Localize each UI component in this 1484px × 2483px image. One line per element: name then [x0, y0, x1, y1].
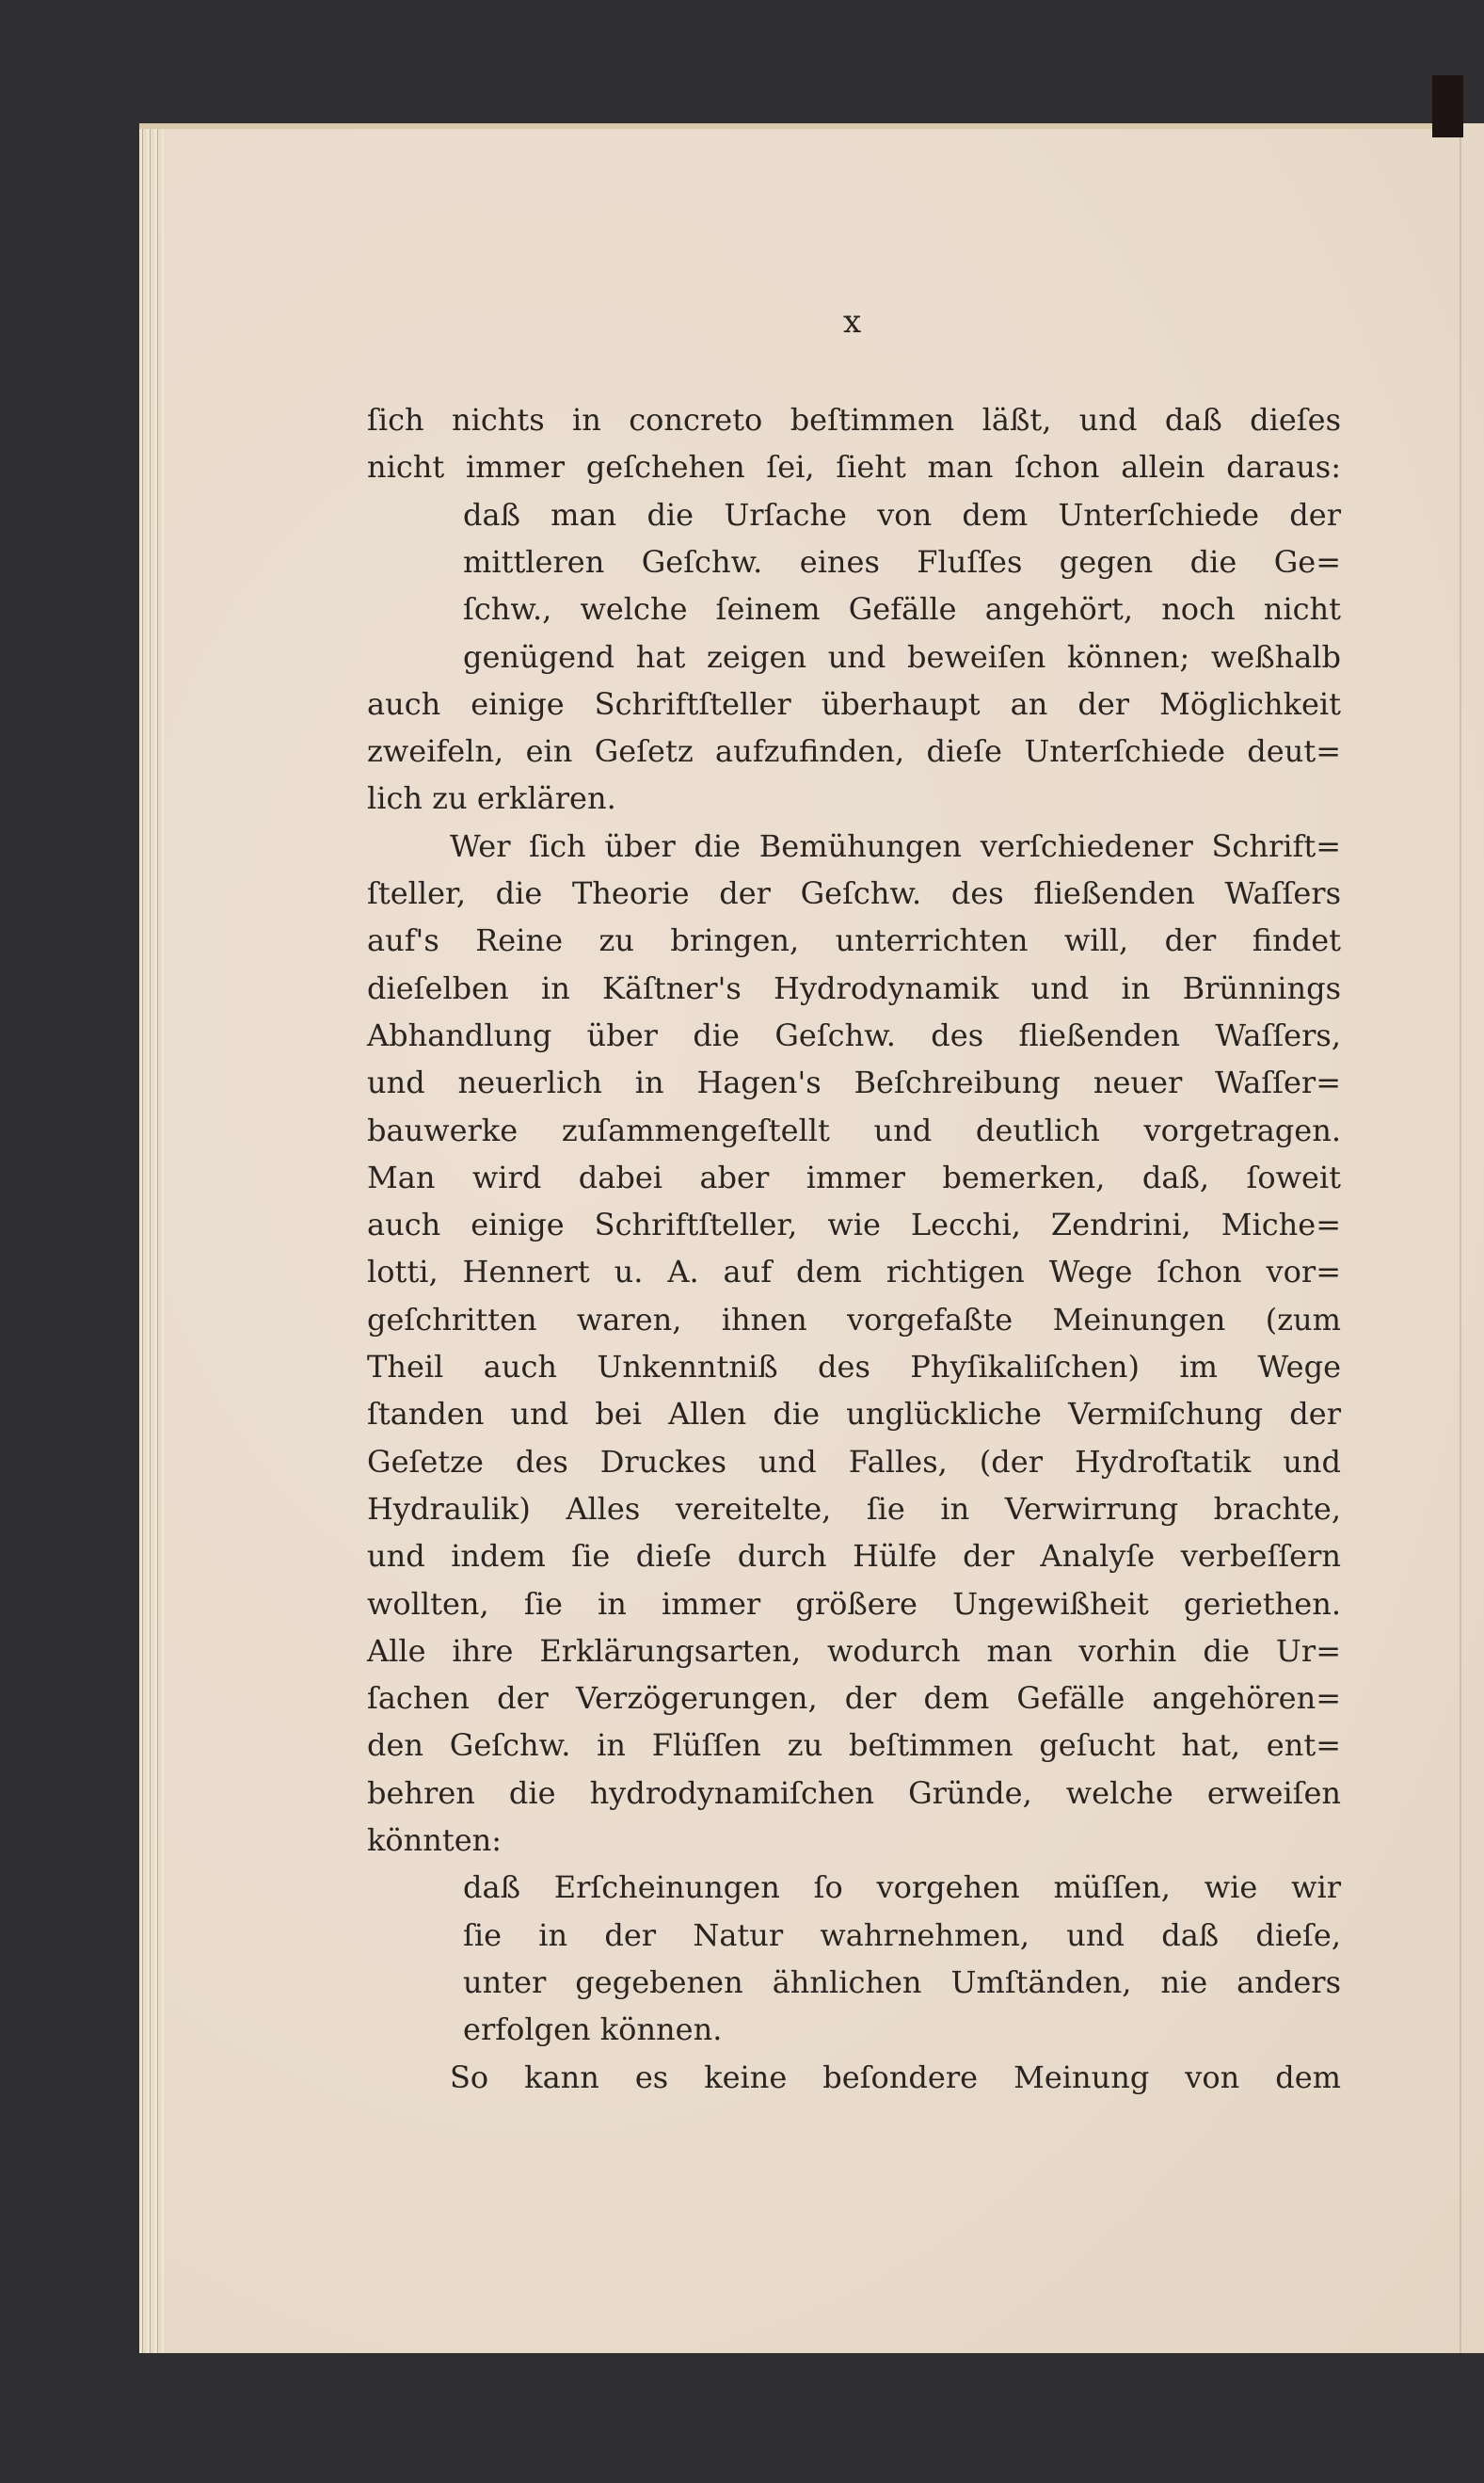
page-crease [1460, 136, 1461, 2353]
text-line: ſachen der Verzögerungen, der dem Gefälle angehören= [367, 1680, 1341, 1717]
page-number: x [843, 303, 862, 341]
text-line: den Geſchw. in Flüſſen zu beſtimmen geſucht hat, ent= [367, 1727, 1341, 1764]
text-line: wollten, ſie in immer größere Ungewißheit geriethen. [367, 1585, 1341, 1622]
binding-strip [1432, 75, 1463, 137]
text-line: behren die hydrodynamiſchen Gründe, welche erweiſen [367, 1774, 1341, 1811]
text-line: Theil auch Unkenntniß des Phyſikaliſchen) im Wege [367, 1349, 1341, 1385]
text-line: ſchw., welche ſeinem Gefälle angehört, noch nicht [463, 591, 1341, 628]
text-line: auch einige Schriftſteller, wie Lecchi, Zendrini, Miche= [367, 1207, 1341, 1243]
text-line: So kann es keine beſondere Meinung von dem [450, 2058, 1341, 2095]
page-top-edge [139, 123, 1438, 129]
text-line: auf's Reine zu bringen, unterrichten will, der findet [367, 922, 1341, 959]
text-line: ſie in der Natur wahrnehmen, und daß dieſe, [463, 1916, 1341, 1953]
text-line: Alle ihre Erklärungsarten, wodurch man vorhin die Ur= [367, 1632, 1341, 1669]
text-line: mittleren Geſchw. eines Fluſſes gegen die Ge= [463, 543, 1341, 580]
text-line: bauwerke zuſammengeſtellt und deutlich vorgetragen. [367, 1112, 1341, 1148]
text-line: und neuerlich in Hagen's Beſchreibung neuer Waſſer= [367, 1065, 1341, 1101]
page-stack-edges [139, 123, 164, 2353]
text-line: lotti, Hennert u. A. auf dem richtigen Wege ſchon vor= [367, 1254, 1341, 1290]
text-line: geſchritten waren, ihnen vorgefaßte Meinungen (zum [367, 1301, 1341, 1338]
text-line: Abhandlung über die Geſchw. des fließenden Waſſers, [367, 1017, 1341, 1053]
text-line: lich zu erklären. [367, 780, 616, 817]
text-line: und indem ſie dieſe durch Hülfe der Analyſe verbeſſern [367, 1538, 1341, 1575]
text-line: zweifeln, ein Geſetz aufzufinden, dieſe Unterſchiede deut= [367, 733, 1341, 770]
text-line: unter gegebenen ähnlichen Umſtänden, nie anders [463, 1963, 1341, 2000]
text-line: erfolgen können. [463, 2011, 723, 2048]
text-line: daß man die Urſache von dem Unterſchiede der [463, 496, 1341, 533]
text-line: Hydraulik) Alles vereitelte, ſie in Verwirrung brachte, [367, 1490, 1341, 1527]
text-line: ſich nichts in concreto beſtimmen läßt, und daß dieſes [367, 402, 1341, 438]
text-line: Wer ſich über die Bemühungen verſchiedener Schrift= [450, 827, 1341, 864]
text-line: auch einige Schriftſteller überhaupt an der Möglichkeit [367, 685, 1341, 722]
text-line: dieſelben in Käſtner's Hydrodynamik und in Brünnings [367, 969, 1341, 1006]
text-line: Geſetze des Druckes und Falles, (der Hydroſtatik und [367, 1443, 1341, 1480]
text-line: könnten: [367, 1822, 503, 1858]
text-line: ſteller, die Theorie der Geſchw. des fließenden Waſſers [367, 875, 1341, 911]
text-line: genügend hat zeigen und beweiſen können; weßhalb [463, 638, 1341, 675]
text-line: Man wird dabei aber immer bemerken, daß, ſoweit [367, 1159, 1341, 1195]
text-line: daß Erſcheinungen ſo vorgehen müſſen, wie wir [463, 1869, 1341, 1906]
text-line: ſtanden und bei Allen die unglückliche Vermiſchung der [367, 1396, 1341, 1433]
text-line: nicht immer geſchehen ſei, ſieht man ſchon allein daraus: [367, 449, 1341, 486]
